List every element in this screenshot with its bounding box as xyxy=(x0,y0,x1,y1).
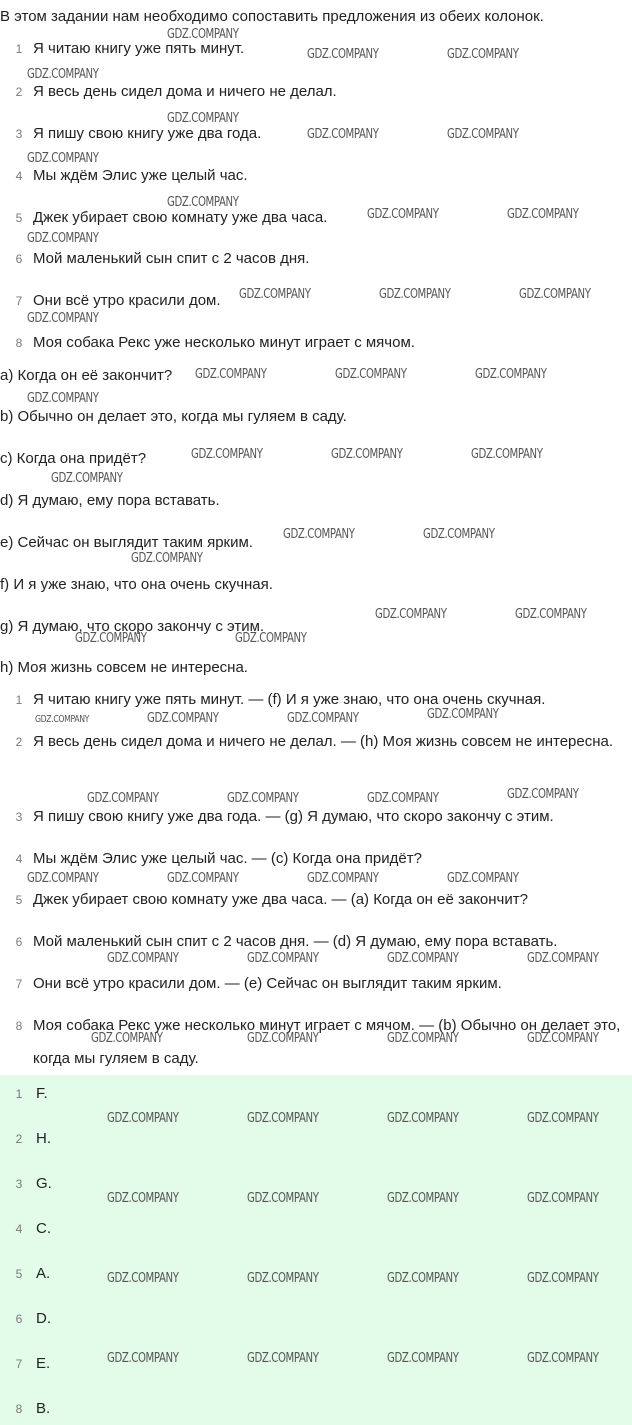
answer-text: Джек убирает свою комнату уже два часа. — (a) Когда он её закончит? xyxy=(33,891,528,908)
watermark-text: GDZ.COMPANY xyxy=(335,367,407,382)
watermark-text: GDZ.COMPANY xyxy=(307,127,379,142)
watermark-text: GDZ.COMPANY xyxy=(475,367,547,382)
key-letter: A. xyxy=(36,1265,51,1282)
watermark-text: GDZ.COMPANY xyxy=(447,127,519,142)
answer-text: Мой маленький сын спит с 2 часов дня. — (d) Я думаю, ему пора вставать. xyxy=(33,933,558,950)
watermark-text: GDZ.COMPANY xyxy=(195,367,267,382)
watermark-text: GDZ.COMPANY xyxy=(107,1271,179,1286)
watermark-text: GDZ.COMPANY xyxy=(427,707,499,722)
watermark-text: GDZ.COMPANY xyxy=(27,67,99,82)
answer-text: Я пишу свою книгу уже два года. — (g) Я думаю, что скоро закончу с этим. xyxy=(33,808,554,825)
sentence-text: Я весь день сидел дома и ничего не делал. xyxy=(33,83,337,100)
watermark-text: GDZ.COMPANY xyxy=(167,27,239,42)
sentence-text: Я читаю книгу уже пять минут. xyxy=(33,40,245,57)
watermark-text: GDZ.COMPANY xyxy=(247,1191,319,1206)
answer-text: Моя собака Рекс уже несколько минут играет с мячом. — (b) Обычно он делает это, когда мы гуляем в саду. xyxy=(33,1017,621,1067)
watermark-text: GDZ.COMPANY xyxy=(527,1031,599,1046)
watermark-text: GDZ.COMPANY xyxy=(35,714,90,725)
sentence-number: 6 xyxy=(15,252,23,266)
answer-number: 8 xyxy=(15,1019,23,1033)
watermark-text: GDZ.COMPANY xyxy=(507,787,579,802)
option-item: c) Когда она придёт? xyxy=(0,450,147,467)
sentence-number: 1 xyxy=(15,42,23,56)
watermark-text: GDZ.COMPANY xyxy=(247,1351,319,1366)
watermark-text: GDZ.COMPANY xyxy=(471,447,543,462)
watermark-text: GDZ.COMPANY xyxy=(51,471,123,486)
key-letter: G. xyxy=(36,1175,52,1192)
sentence-text: Они всё утро красили дом. xyxy=(33,292,221,309)
answer-text: Я весь день сидел дома и ничего не делал. — (h) Моя жизнь совсем не интересна. xyxy=(33,733,614,750)
watermark-text: GDZ.COMPANY xyxy=(247,1111,319,1126)
key-letter: F. xyxy=(36,1085,48,1102)
key-number: 5 xyxy=(15,1267,23,1281)
option-item: h) Моя жизнь совсем не интересна. xyxy=(0,659,248,676)
watermark-text: GDZ.COMPANY xyxy=(367,207,439,222)
watermark-text: GDZ.COMPANY xyxy=(447,47,519,62)
watermark-text: GDZ.COMPANY xyxy=(27,391,99,406)
intro-text: В этом задании нам необходимо сопоставить предложения из обеих колонок. xyxy=(0,8,544,25)
option-item: a) Когда он её закончит? xyxy=(0,367,173,384)
answer-number: 2 xyxy=(15,735,23,749)
answer-number: 5 xyxy=(15,893,23,907)
key-number: 2 xyxy=(15,1132,23,1146)
key-letter: D. xyxy=(36,1310,51,1327)
watermark-text: GDZ.COMPANY xyxy=(27,231,99,246)
key-number: 3 xyxy=(15,1177,23,1191)
watermark-text: GDZ.COMPANY xyxy=(107,1351,179,1366)
sentence-text: Моя собака Рекс уже несколько минут играет с мячом. xyxy=(33,334,415,351)
watermark-text: GDZ.COMPANY xyxy=(387,1111,459,1126)
key-letter: C. xyxy=(36,1220,51,1237)
key-number: 1 xyxy=(15,1087,23,1101)
answer-number: 7 xyxy=(15,977,23,991)
sentence-text: Я пишу свою книгу уже два года. xyxy=(33,125,262,142)
watermark-text: GDZ.COMPANY xyxy=(387,1031,459,1046)
key-number: 8 xyxy=(15,1402,23,1416)
option-item: d) Я думаю, ему пора вставать. xyxy=(0,492,220,509)
watermark-text: GDZ.COMPANY xyxy=(379,287,451,302)
watermark-text: GDZ.COMPANY xyxy=(247,1031,319,1046)
watermark-text: GDZ.COMPANY xyxy=(387,1271,459,1286)
watermark-text: GDZ.COMPANY xyxy=(387,1191,459,1206)
sentence-number: 2 xyxy=(15,85,23,99)
watermark-text: GDZ.COMPANY xyxy=(447,871,519,886)
answer-text: Они всё утро красили дом. — (e) Сейчас он выглядит таким ярким. xyxy=(33,975,502,992)
watermark-text: GDZ.COMPANY xyxy=(307,47,379,62)
watermark-text: GDZ.COMPANY xyxy=(367,791,439,806)
watermark-text: GDZ.COMPANY xyxy=(507,207,579,222)
watermark-text: GDZ.COMPANY xyxy=(167,195,239,210)
answer-key-block xyxy=(0,1075,632,1425)
watermark-text: GDZ.COMPANY xyxy=(27,871,99,886)
watermark-text: GDZ.COMPANY xyxy=(519,287,591,302)
sentence-text: Мой маленький сын спит с 2 часов дня. xyxy=(33,250,310,267)
watermark-text: GDZ.COMPANY xyxy=(387,951,459,966)
watermark-text: GDZ.COMPANY xyxy=(515,607,587,622)
answer-number: 3 xyxy=(15,810,23,824)
key-letter: H. xyxy=(36,1130,51,1147)
watermark-text: GDZ.COMPANY xyxy=(75,631,147,646)
watermark-text: GDZ.COMPANY xyxy=(27,151,99,166)
watermark-text: GDZ.COMPANY xyxy=(239,287,311,302)
watermark-text: GDZ.COMPANY xyxy=(527,951,599,966)
watermark-text: GDZ.COMPANY xyxy=(91,1031,163,1046)
sentence-number: 7 xyxy=(15,294,23,308)
sentence-text: Мы ждём Элис уже целый час. xyxy=(33,167,248,184)
key-number: 4 xyxy=(15,1222,23,1236)
answer-number: 1 xyxy=(15,693,23,707)
watermark-text: GDZ.COMPANY xyxy=(247,951,319,966)
sentence-number: 8 xyxy=(15,336,23,350)
watermark-text: GDZ.COMPANY xyxy=(235,631,307,646)
watermark-text: GDZ.COMPANY xyxy=(167,871,239,886)
sentence-text: Джек убирает свою комнату уже два часа. xyxy=(33,209,328,226)
option-item: g) Я думаю, что скоро закончу с этим. xyxy=(0,618,265,635)
watermark-text: GDZ.COMPANY xyxy=(287,711,359,726)
sentence-number: 4 xyxy=(15,169,23,183)
watermark-text: GDZ.COMPANY xyxy=(527,1191,599,1206)
watermark-text: GDZ.COMPANY xyxy=(107,1111,179,1126)
key-letter: B. xyxy=(36,1400,51,1417)
option-item: f) И я уже знаю, что она очень скучная. xyxy=(0,576,273,593)
key-number: 7 xyxy=(15,1357,23,1371)
answer-number: 4 xyxy=(15,852,23,866)
watermark-text: GDZ.COMPANY xyxy=(247,1271,319,1286)
watermark-text: GDZ.COMPANY xyxy=(331,447,403,462)
watermark-text: GDZ.COMPANY xyxy=(87,791,159,806)
sentence-number: 5 xyxy=(15,211,23,225)
answer-text: Я читаю книгу уже пять минут. — (f) И я уже знаю, что она очень скучная. xyxy=(33,691,546,708)
watermark-text: GDZ.COMPANY xyxy=(27,311,99,326)
watermark-text: GDZ.COMPANY xyxy=(375,607,447,622)
option-item: e) Сейчас он выглядит таким ярким. xyxy=(0,534,253,551)
sentence-number: 3 xyxy=(15,127,23,141)
answer-text: Мы ждём Элис уже целый час. — (c) Когда она придёт? xyxy=(33,850,422,867)
watermark-text: GDZ.COMPANY xyxy=(527,1351,599,1366)
key-letter: E. xyxy=(36,1355,51,1372)
answer-number: 6 xyxy=(15,935,23,949)
watermark-text: GDZ.COMPANY xyxy=(283,527,355,542)
key-number: 6 xyxy=(15,1312,23,1326)
option-item: b) Обычно он делает это, когда мы гуляем в саду. xyxy=(0,408,347,425)
watermark-text: GDZ.COMPANY xyxy=(307,871,379,886)
watermark-text: GDZ.COMPANY xyxy=(227,791,299,806)
watermark-text: GDZ.COMPANY xyxy=(527,1271,599,1286)
watermark-text: GDZ.COMPANY xyxy=(387,1351,459,1366)
watermark-text: GDZ.COMPANY xyxy=(107,1191,179,1206)
watermark-text: GDZ.COMPANY xyxy=(107,951,179,966)
watermark-text: GDZ.COMPANY xyxy=(167,111,239,126)
watermark-text: GDZ.COMPANY xyxy=(423,527,495,542)
watermark-text: GDZ.COMPANY xyxy=(191,447,263,462)
watermark-text: GDZ.COMPANY xyxy=(147,711,219,726)
watermark-text: GDZ.COMPANY xyxy=(131,551,203,566)
watermark-text: GDZ.COMPANY xyxy=(527,1111,599,1126)
